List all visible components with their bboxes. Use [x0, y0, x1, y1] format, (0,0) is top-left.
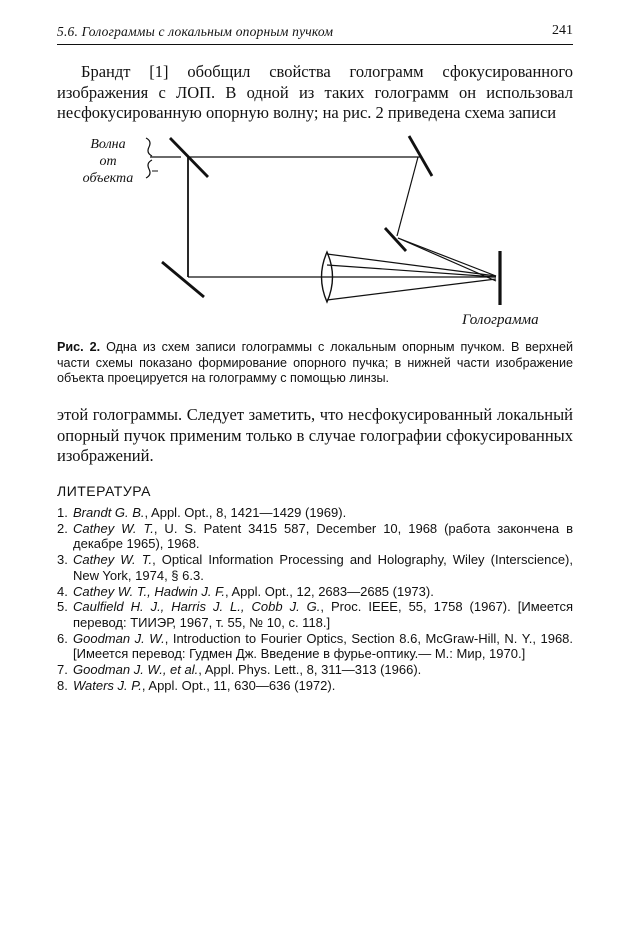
paragraph-1: Брандт [1] обобщил свойства голограмм сфокусированного изображения с ЛОП. В одной из таких голограмм он использовал несфокусированную опорную волну; на рис. 2 приведена схема записи — [57, 62, 573, 122]
mirror-2 — [409, 136, 432, 176]
paragraph-2: этой голограммы. Следует заметить, что несфокусированный локальный опорный пучок применим только в случае голографии сфокусированных изображений. — [57, 405, 573, 465]
reference-item: 8. Waters J. P., Appl. Opt., 11, 630—636 (1972). — [57, 677, 336, 693]
reference-item: 4. Cathey W. T., Hadwin J. F., Appl. Opt., 12, 2683—2685 (1973). — [57, 583, 434, 599]
ray-upper — [327, 254, 496, 276]
label-hologram: Голограмма — [462, 312, 539, 328]
page-number: 241 — [552, 23, 573, 38]
caption-text: Одна из схем записи голограммы с локальным опорным пучком. В верхней части схемы показано формирование опорного пучка; в нижней части изображение объекта проецируется на голограмму с помощью линзы. — [57, 340, 574, 385]
reference-item: 5. Caulfield H. J., Harris J. L., Cobb J. G., Proc. IEEE, 55, 1758 (1967). [Имеется перевод: ТИИЭР, 1967, т. 55, № 10, с. 118.] — [57, 599, 574, 630]
reference-item: 6. Goodman J. W., Introduction to Fourier Optics, Section 8.6, McGraw-Hill, N. Y., 1968. [Имеется перевод: Гудмен Дж. Введение в фурье-оптику.— М.: Мир, 1970.] — [57, 630, 574, 662]
figure-caption — [57, 340, 573, 387]
reference-item: 7. Goodman J. W., et al., Appl. Phys. Lett., 8, 311—313 (1966). — [57, 662, 422, 678]
reference-item: 3. Cathey W. T., Optical Information Processing and Holography, Wiley (Interscience), New York, 1974, § 6.3. — [57, 552, 573, 583]
beam-diagonal — [397, 157, 418, 236]
section-title: 5.6. Голограммы с локальным опорным пучком — [57, 24, 334, 39]
reference-item: 2. Cathey W. T., U. S. Patent 3415 587, December 10, 1968 (работа закончена в декабре 1965), 1968. — [57, 520, 573, 552]
ray-lower — [327, 279, 496, 300]
mirror-4 — [162, 262, 204, 297]
ref-beam-upper — [398, 238, 496, 276]
references-list — [57, 505, 573, 693]
references-heading: ЛИТЕРАТУРА — [57, 483, 151, 499]
label-object-wave: Волна от объекта — [82, 137, 134, 186]
reference-item: 1. Brandt G. B., Appl. Opt., 8, 1421—1429 (1969). — [57, 505, 347, 520]
caption-label: Рис. 2. — [57, 340, 101, 354]
